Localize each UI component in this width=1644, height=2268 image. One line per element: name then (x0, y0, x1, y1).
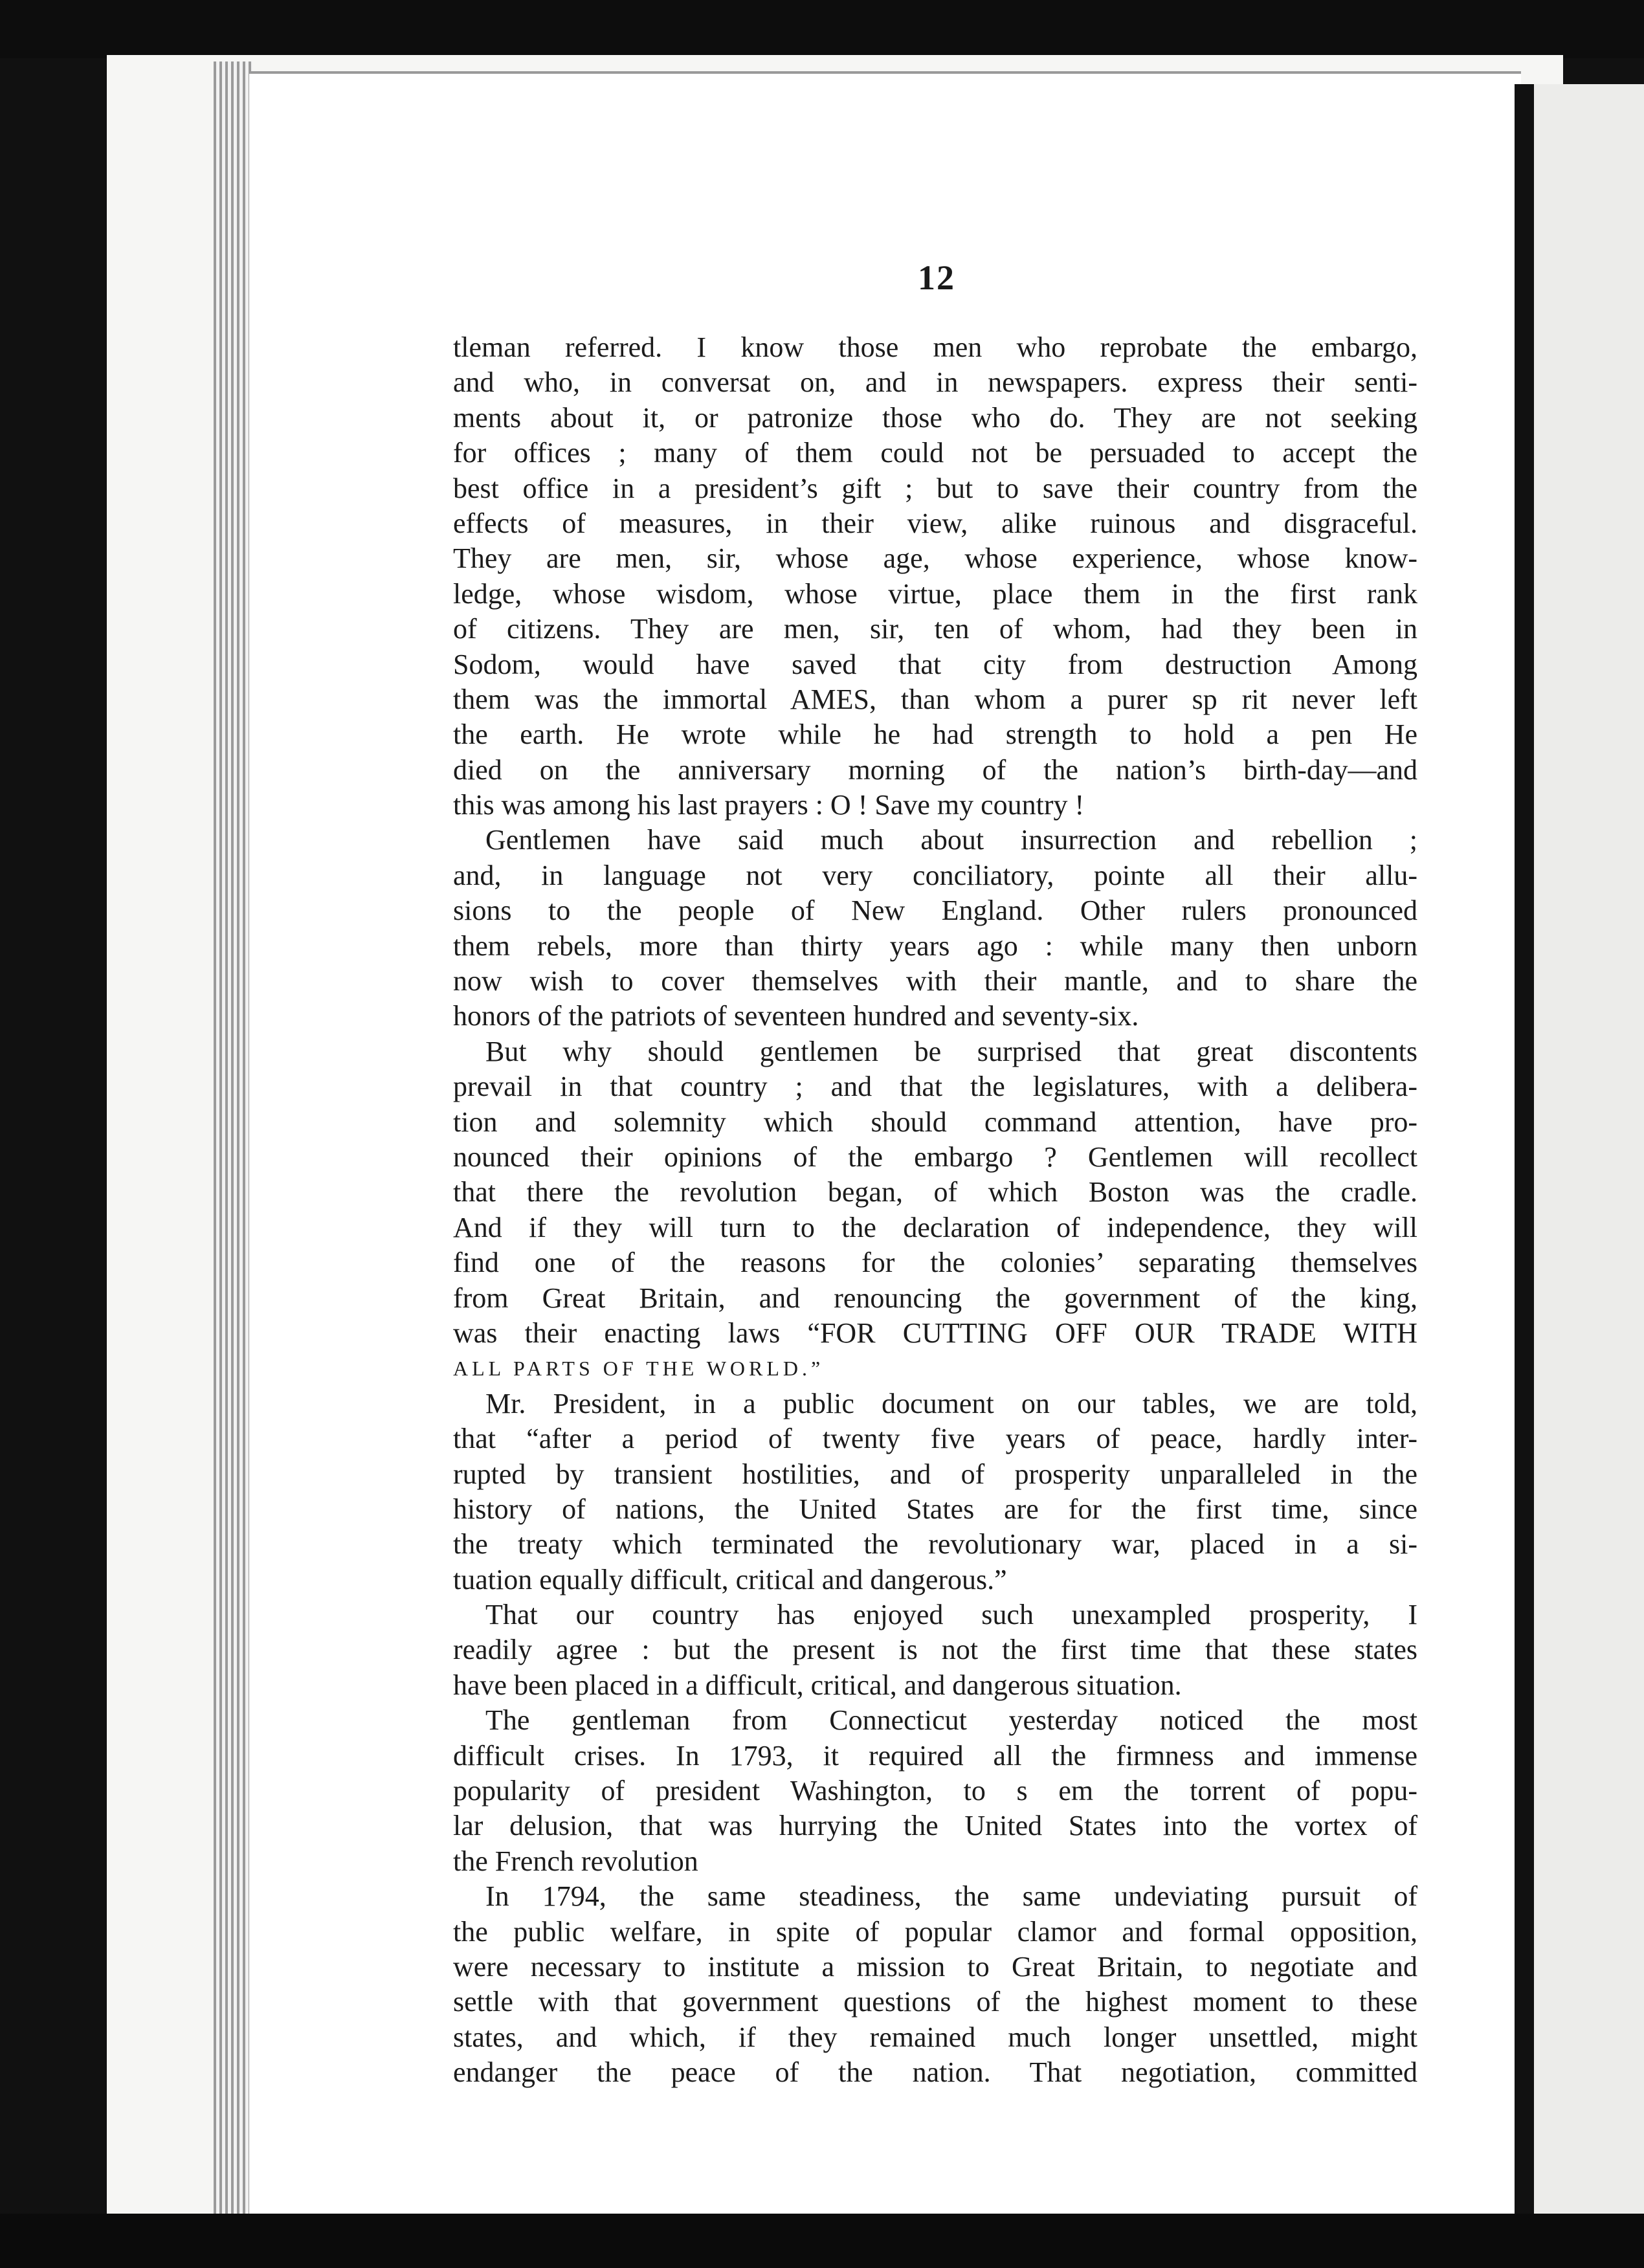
text-line: nounced their opinions of the embargo ? Gentlemen will recollect (453, 1140, 1417, 1173)
text-line: them was the immortal AMES, than whom a purer sp rit never left (453, 683, 1417, 715)
text-line: that there the revolution began, of which Boston was the cradle. (453, 1176, 1417, 1208)
text-line: from Great Britain, and renouncing the government of the king, (453, 1282, 1417, 1314)
text-line: tleman referred. I know those men who reprobate the embargo, (453, 331, 1417, 363)
text-line: for offices ; many of them could not be persuaded to accept the (453, 437, 1417, 469)
text-line: rupted by transient hostilities, and of prosperity unparalleled in the (453, 1458, 1417, 1490)
text-line: find one of the reasons for the colonies’ separating themselves (453, 1247, 1417, 1279)
text-line: But why should gentlemen be surprised that great discontents (485, 1035, 1417, 1067)
text-line: them rebels, more than thirty years ago : while many then unborn (453, 929, 1417, 962)
text-line: best office in a president’s gift ; but to save their country from the (453, 472, 1417, 504)
text-line: difficult crises. In 1793, it required all the firmness and immense (453, 1739, 1417, 1772)
text-line: tion and solemnity which should command attention, have pro- (453, 1106, 1417, 1138)
text-line: endanger the peace of the nation. That negotiation, committed (453, 2056, 1417, 2089)
text-line: In 1794, the same steadiness, the same undeviating pursuit of (485, 1880, 1417, 1913)
page-stack-edge (214, 61, 252, 2243)
text-line: died on the anniversary morning of the nation’s birth-day—and (453, 753, 1417, 786)
book-gutter (1515, 84, 1534, 2246)
text-line: Sodom, would have saved that city from destruction Among (453, 648, 1417, 680)
body-text (453, 330, 1417, 2091)
text-line: now wish to cover themselves with their mantle, and to share the (453, 965, 1417, 997)
text-line: sions to the people of New England. Other rulers pronounced (453, 895, 1417, 927)
text-line: states, and which, if they remained much longer unsettled, might (453, 2021, 1417, 2053)
text-line: They are men, sir, whose age, whose experience, whose know- (453, 542, 1417, 575)
text-line: The gentleman from Connecticut yesterday noticed the most (485, 1704, 1417, 1737)
text-line: ALL PARTS OF THE WORLD.” (453, 1357, 825, 1381)
text-line: was their enacting laws “FOR CUTTING OFF OUR TRADE WITH (453, 1317, 1417, 1349)
text-line: that “after a period of twenty five years of peace, hardly inter- (453, 1423, 1417, 1455)
text-line: honors of the patriots of seventeen hundred and seventy-six. (453, 1000, 1139, 1032)
text-line: this was among his last prayers : O ! Save my country ! (453, 789, 1085, 821)
text-line: the French revolution (453, 1845, 698, 1877)
text-line: tuation equally difficult, critical and dangerous.” (453, 1563, 1007, 1595)
adjacent-page (1534, 84, 1644, 2246)
scan-border-top (0, 0, 1644, 58)
text-line: history of nations, the United States are for the first time, since (453, 1493, 1417, 1525)
text-line: ledge, whose wisdom, whose virtue, place them in the first rank (453, 577, 1417, 610)
text-line: settle with that government questions of the highest moment to these (453, 1986, 1417, 2018)
text-line: the public welfare, in spite of popular clamor and formal opposition, (453, 1915, 1417, 1948)
scan-border-bottom (0, 2214, 1644, 2268)
text-line: ments about it, or patronize those who do. They are not seeking (453, 401, 1417, 434)
text-line: Mr. President, in a public document on our tables, we are told, (485, 1387, 1417, 1419)
text-line: were necessary to institute a mission to Great Britain, to negotiate and (453, 1950, 1417, 1983)
text-line: have been placed in a difficult, critical, and dangerous situation. (453, 1669, 1182, 1701)
text-line: the earth. He wrote while he had strength to hold a pen He (453, 718, 1417, 751)
text-line: and who, in conversat on, and in newspapers. express their senti- (453, 366, 1417, 399)
text-line: of citizens. They are men, sir, ten of whom, had they been in (453, 613, 1417, 645)
text-line: And if they will turn to the declaration of independence, they will (453, 1211, 1417, 1243)
text-line: the treaty which terminated the revolutionary war, placed in a si- (453, 1528, 1417, 1561)
text-line: That our country has enjoyed such unexampled prosperity, I (485, 1599, 1417, 1631)
text-line: readily agree : but the present is not the first time that these states (453, 1634, 1417, 1666)
text-line: prevail in that country ; and that the legislatures, with a delibera- (453, 1071, 1417, 1103)
text-line: and, in language not very conciliatory, pointe all their allu- (453, 859, 1417, 891)
page-number: 12 (918, 258, 955, 297)
text-line: lar delusion, that was hurrying the United States into the vortex of (453, 1810, 1417, 1842)
text-line: Gentlemen have said much about insurrection and rebellion ; (485, 824, 1417, 856)
text-line: popularity of president Washington, to s em the torrent of popu- (453, 1775, 1417, 1807)
text-line: effects of measures, in their view, alike ruinous and disgraceful. (453, 507, 1417, 539)
